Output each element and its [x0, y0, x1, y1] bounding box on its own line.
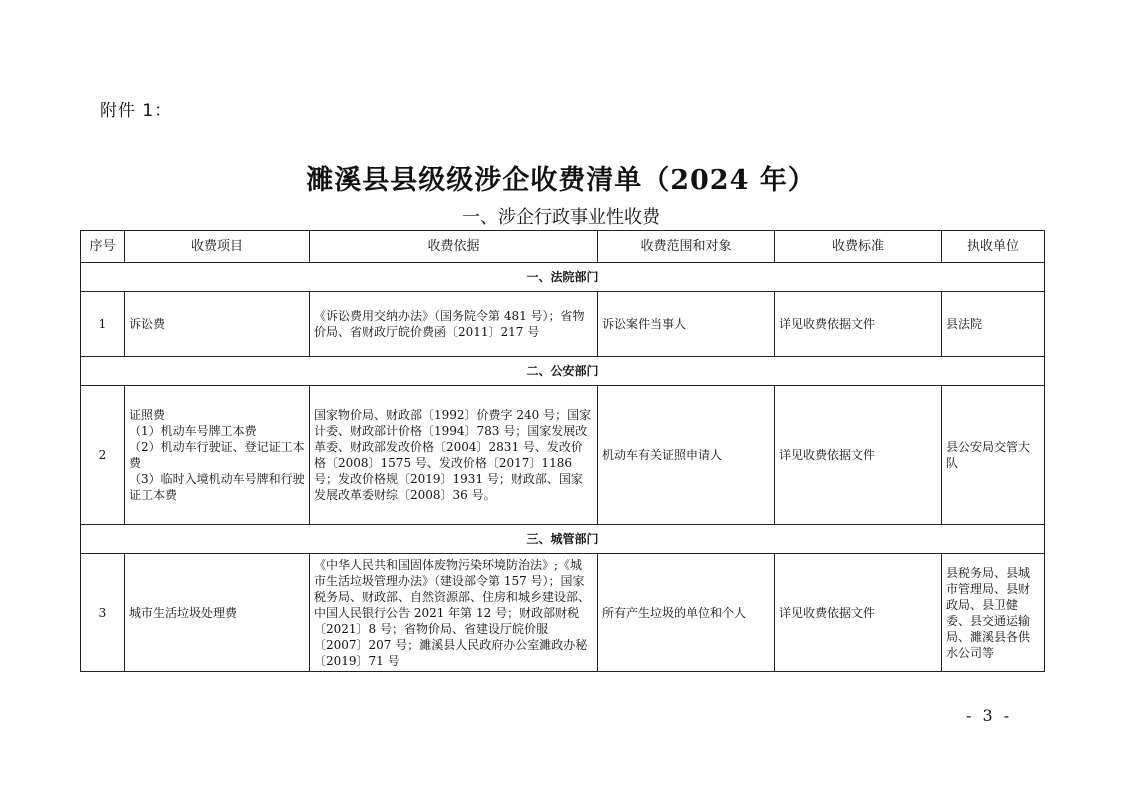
- document-title: 濉溪县县级级涉企收费清单（2024 年）: [306, 165, 816, 196]
- row-basis: 《中华人民共和国固体废物污染环境防治法》;《城市生活垃圾管理办法》（建设部令第 157 号）；国家税务局、财政部、自然资源部、住房和城乡建设部、中国人民银行公告 2021 年第 12 号；财政部财税〔2021〕8 号；省物价局、省建设厅皖价服〔2007〕207 号；濉溪县人民政府办公室濉政办秘〔2019〕71 号: [310, 554, 598, 672]
- item-line: （3）临时入境机动车号牌和行驶证工本费: [129, 472, 305, 502]
- section-row-police: [81, 357, 1045, 386]
- section-row-court: [81, 263, 1045, 292]
- row-scope: 所有产生垃圾的单位和个人: [598, 554, 775, 672]
- row-number: 2: [81, 386, 125, 525]
- table-row: [81, 292, 1045, 357]
- row-item: [125, 386, 310, 525]
- row-item: [125, 554, 310, 672]
- fee-table: [80, 230, 1045, 672]
- item-line: 城市生活垃圾处理费: [129, 605, 238, 620]
- row-standard: 详见收费依据文件: [775, 386, 942, 525]
- row-unit: 县法院: [942, 292, 1045, 357]
- row-number: 3: [81, 554, 125, 672]
- attachment-label: 附件 1：: [100, 101, 173, 121]
- row-scope: 机动车有关证照申请人: [598, 386, 775, 525]
- row-basis: 《诉讼费用交纳办法》（国务院令第 481 号）；省物价局、省财政厅皖价费函〔2011〕217 号: [310, 292, 598, 357]
- item-line: （1）机动车号牌工本费: [129, 424, 257, 438]
- column-header-unit: 执收单位: [942, 231, 1045, 263]
- item-line: （2）机动车行驶证、登记证工本费: [129, 440, 305, 470]
- column-header-basis: 收费依据: [310, 231, 598, 263]
- section-heading: 三、城管部门: [81, 525, 1045, 554]
- item-line: 诉讼费: [129, 317, 166, 331]
- page-number: - 3 -: [966, 706, 1013, 725]
- row-unit: 县公安局交管大队: [942, 386, 1045, 525]
- item-line: 证照费: [129, 408, 166, 422]
- column-header-standard: 收费标准: [775, 231, 942, 263]
- table-header-row: [81, 231, 1045, 263]
- row-standard: 详见收费依据文件: [775, 292, 942, 357]
- column-header-item: 收费项目: [125, 231, 310, 263]
- column-header-no: 序号: [81, 231, 125, 263]
- row-standard: 详见收费依据文件: [775, 554, 942, 672]
- row-unit: 县税务局、县城市管理局、县财政局、县卫健委、县交通运输局、濉溪县各供水公司等: [942, 554, 1045, 672]
- column-header-scope: 收费范围和对象: [598, 231, 775, 263]
- table-row: [81, 554, 1045, 672]
- row-basis: 国家物价局、财政部〔1992〕价费字 240 号；国家计委、财政部计价格〔1994〕783 号；国家发展改革委、财政部发改价格〔2004〕2831 号、发改价格〔2008〕1575 号、发改价格〔2017〕1186 号；发改价格规〔2019〕1931 号；财政部、国家发展改革委财综〔2008〕36 号。: [310, 386, 598, 525]
- section-heading: 二、公安部门: [81, 357, 1045, 386]
- row-number: 1: [81, 292, 125, 357]
- section-row-urban: [81, 525, 1045, 554]
- table-row: [81, 386, 1045, 525]
- row-item: [125, 292, 310, 357]
- section-heading: 一、法院部门: [81, 263, 1045, 292]
- section-subtitle: 一、涉企行政事业性收费: [462, 207, 660, 228]
- row-scope: 诉讼案件当事人: [598, 292, 775, 357]
